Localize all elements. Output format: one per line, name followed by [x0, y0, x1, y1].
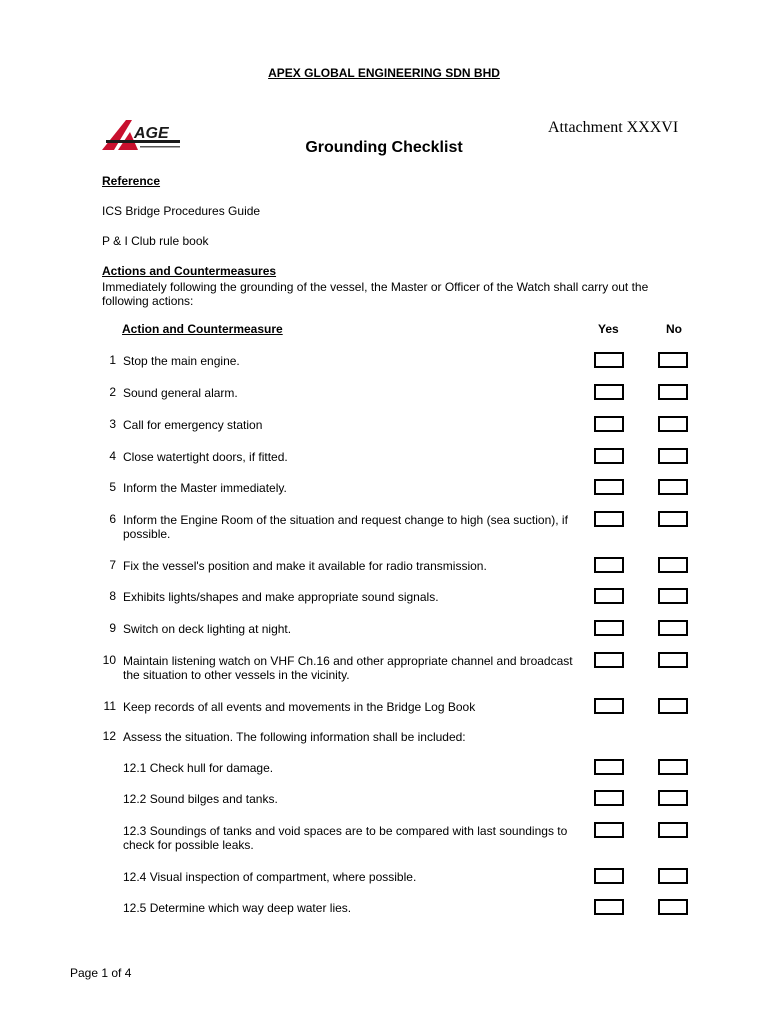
- checklist-item: [123, 622, 593, 636]
- item-text-line: Call for emergency station: [123, 418, 263, 432]
- item-text-line: 12.2 Sound bilges and tanks.: [123, 792, 278, 806]
- row-number: 6: [109, 512, 116, 526]
- no-checkbox[interactable]: [658, 557, 688, 573]
- company-name: APEX GLOBAL ENGINEERING SDN BHD: [268, 66, 500, 80]
- attachment-label: Attachment XXXVI: [548, 119, 679, 136]
- checklist-subitem: [123, 870, 593, 884]
- yes-checkbox[interactable]: [594, 511, 624, 527]
- checklist-item: [123, 481, 593, 495]
- column-header-yes: Yes: [598, 322, 619, 336]
- column-header-no: No: [666, 322, 682, 336]
- logo-text: AGE: [134, 125, 169, 142]
- row-number: 5: [109, 480, 116, 494]
- no-checkbox[interactable]: [658, 479, 688, 495]
- row-number: 9: [109, 621, 116, 635]
- yes-checkbox[interactable]: [594, 384, 624, 400]
- item-text-line: Stop the main engine.: [123, 354, 240, 368]
- yes-checkbox[interactable]: [594, 448, 624, 464]
- item-text-line: 12.3 Soundings of tanks and void spaces are to be compared with last soundings to: [123, 824, 568, 838]
- item-text-line: 12.4 Visual inspection of compartment, where possible.: [123, 870, 417, 884]
- yes-checkbox[interactable]: [594, 479, 624, 495]
- row-number: 10: [102, 653, 116, 667]
- row-number: 4: [109, 449, 116, 463]
- checklist-subitem: [123, 901, 593, 915]
- yes-checkbox[interactable]: [594, 352, 624, 368]
- no-checkbox[interactable]: [658, 620, 688, 636]
- yes-checkbox[interactable]: [594, 557, 624, 573]
- yes-checkbox[interactable]: [594, 790, 624, 806]
- yes-checkbox[interactable]: [594, 652, 624, 668]
- yes-checkbox[interactable]: [594, 759, 624, 775]
- item-text-line: Inform the Master immediately.: [123, 481, 287, 495]
- no-checkbox[interactable]: [658, 652, 688, 668]
- row-number: 2: [109, 385, 116, 399]
- column-header-action: Action and Countermeasure: [122, 322, 283, 336]
- no-checkbox[interactable]: [658, 511, 688, 527]
- row-number: 12: [102, 729, 116, 743]
- item-text-line: possible.: [123, 527, 171, 541]
- no-checkbox[interactable]: [658, 384, 688, 400]
- reference-heading: Reference: [102, 174, 161, 188]
- no-checkbox[interactable]: [658, 588, 688, 604]
- no-checkbox[interactable]: [658, 416, 688, 432]
- checklist-item: [123, 700, 593, 714]
- checklist-item: [123, 513, 593, 541]
- no-checkbox[interactable]: [658, 868, 688, 884]
- checklist-item: [123, 354, 593, 368]
- no-checkbox[interactable]: [658, 790, 688, 806]
- page-title: Grounding Checklist: [305, 139, 463, 156]
- checklist-item: [123, 654, 593, 682]
- item-text-line: the situation to other vessels in the vicinity.: [123, 668, 350, 682]
- item-text-line: 12.1 Check hull for damage.: [123, 761, 274, 775]
- item-text-line: Sound general alarm.: [123, 386, 238, 400]
- item-text-line: check for possible leaks.: [123, 838, 254, 852]
- item-text-line: Inform the Engine Room of the situation and request change to high (sea suction), if: [123, 513, 568, 527]
- checklist-subitem: [123, 824, 593, 852]
- checklist-subitem: [123, 761, 593, 775]
- checklist-item: [123, 386, 593, 400]
- checklist-item: [123, 590, 593, 604]
- row-number: 8: [109, 589, 116, 603]
- no-checkbox[interactable]: [658, 759, 688, 775]
- row-number: 7: [109, 558, 116, 572]
- actions-heading: Actions and Countermeasures: [102, 264, 277, 278]
- actions-intro: Immediately following the grounding of the vessel, the Master or Officer of the Watch shall carry out the following actions:: [102, 280, 649, 308]
- item-text-line: Fix the vessel's position and make it available for radio transmission.: [123, 559, 487, 573]
- no-checkbox[interactable]: [658, 822, 688, 838]
- checklist-item: [123, 730, 593, 744]
- yes-checkbox[interactable]: [594, 588, 624, 604]
- no-checkbox[interactable]: [658, 899, 688, 915]
- row-number: 3: [109, 417, 116, 431]
- item-text-line: 12.5 Determine which way deep water lies.: [123, 901, 352, 915]
- no-checkbox[interactable]: [658, 698, 688, 714]
- row-number: 1: [109, 353, 116, 367]
- no-checkbox[interactable]: [658, 448, 688, 464]
- page-number: Page 1 of 4: [70, 966, 132, 980]
- checklist-subitem: [123, 792, 593, 806]
- yes-checkbox[interactable]: [594, 822, 624, 838]
- item-text-line: Maintain listening watch on VHF Ch.16 and other appropriate channel and broadcast: [123, 654, 573, 668]
- checklist-item: [123, 559, 593, 573]
- row-number: 11: [103, 699, 116, 713]
- reference-item: ICS Bridge Procedures Guide: [102, 204, 261, 218]
- item-text-line: Close watertight doors, if fitted.: [123, 450, 288, 464]
- item-text-line: Exhibits lights/shapes and make appropriate sound signals.: [123, 590, 439, 604]
- yes-checkbox[interactable]: [594, 416, 624, 432]
- item-text-line: Assess the situation. The following information shall be included:: [123, 730, 466, 744]
- yes-checkbox[interactable]: [594, 899, 624, 915]
- item-text-line: Keep records of all events and movements in the Bridge Log Book: [123, 700, 476, 714]
- yes-checkbox[interactable]: [594, 698, 624, 714]
- reference-item: P & I Club rule book: [102, 234, 209, 248]
- yes-checkbox[interactable]: [594, 868, 624, 884]
- no-checkbox[interactable]: [658, 352, 688, 368]
- yes-checkbox[interactable]: [594, 620, 624, 636]
- item-text-line: Switch on deck lighting at night.: [123, 622, 292, 636]
- checklist-item: [123, 450, 593, 464]
- checklist-item: [123, 418, 593, 432]
